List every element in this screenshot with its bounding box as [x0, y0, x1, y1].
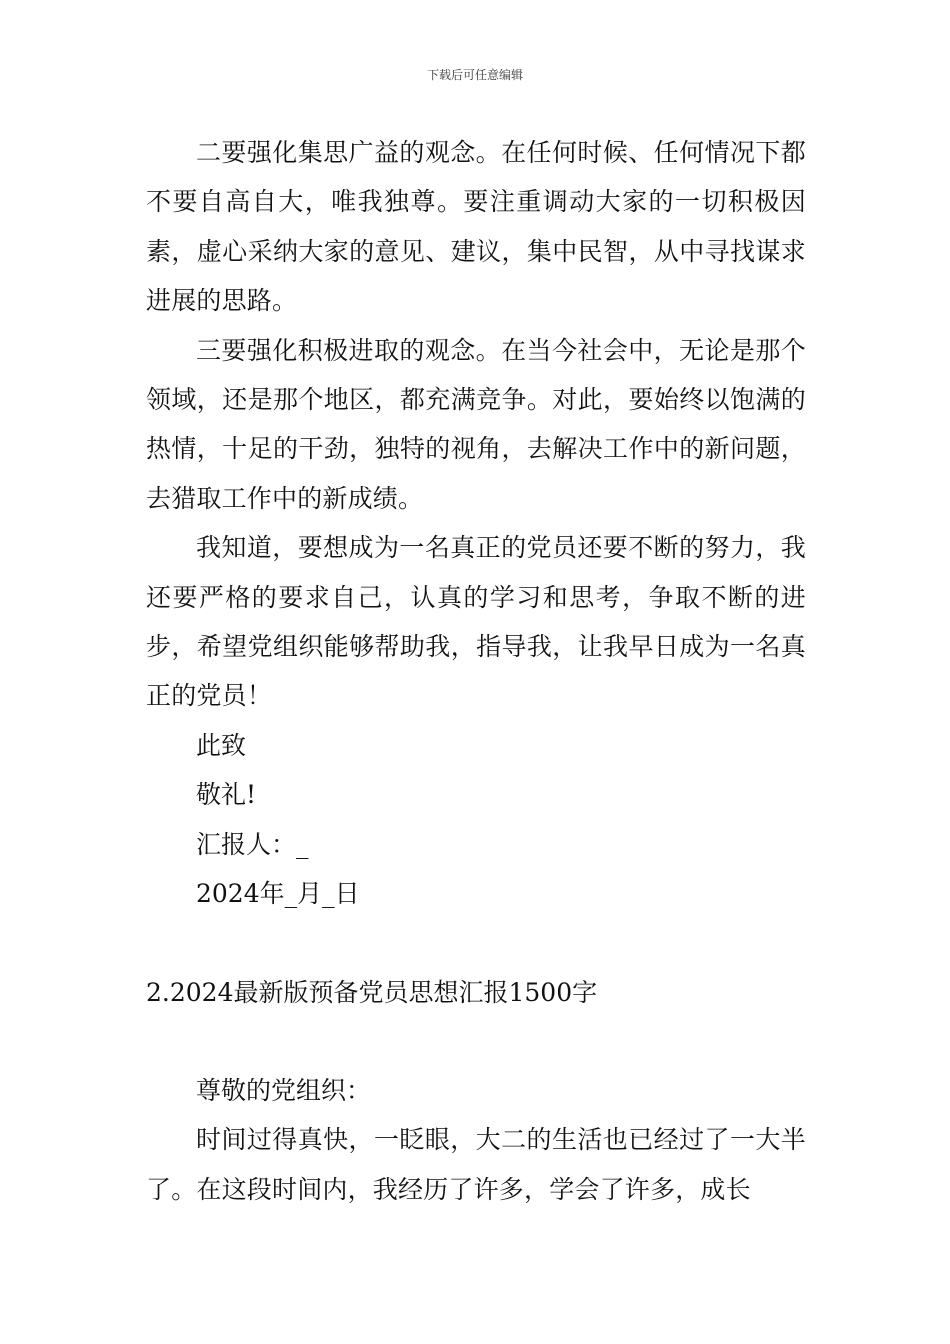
paragraph-4: 时间过得真快，一眨眼，大二的生活也已经过了一大半了。在这段时间内，我经历了许多，学会了许多，成长 [146, 1125, 806, 1204]
reporter-line: 汇报人：_ [196, 829, 309, 859]
salute-line: 敬礼! [196, 780, 257, 810]
section-spacer [146, 1017, 806, 1066]
closing-line: 此致 [196, 730, 247, 760]
paragraph-3: 我知道，要想成为一名真正的党员还要不断的努力，我还要严格的要求自己，认真的学习和思考，争取不断的进步，希望党组织能够帮助我，指导我，让我早日成为一名真正的党员！ [146, 533, 806, 711]
page-header: 下载后可任意编辑 [426, 68, 523, 82]
paragraph-2: 三要强化积极进取的观念。在当今社会中，无论是那个领域，还是那个地区，都充满竞争。对此，要始终以饱满的热情，十足的干劲，独特的视角，去解决工作中的新问题，去猎取工作中的新成绩。 [146, 335, 806, 513]
date-line: 2024年_月_日 [196, 879, 360, 909]
section-spacer [146, 919, 806, 968]
greeting-line: 尊敬的党组织： [196, 1075, 372, 1105]
section-2-title: 2.2024最新版预备党员思想汇报1500字 [146, 977, 598, 1007]
paragraph-1: 二要强化集思广益的观念。在任何时候、任何情况下都不要自高自大，唯我独尊。要注重调动大家的一切积极因素，虚心采纳大家的意见、建议，集中民智，从中寻找谋求进展的思路。 [146, 138, 806, 316]
document-body [146, 128, 806, 1214]
